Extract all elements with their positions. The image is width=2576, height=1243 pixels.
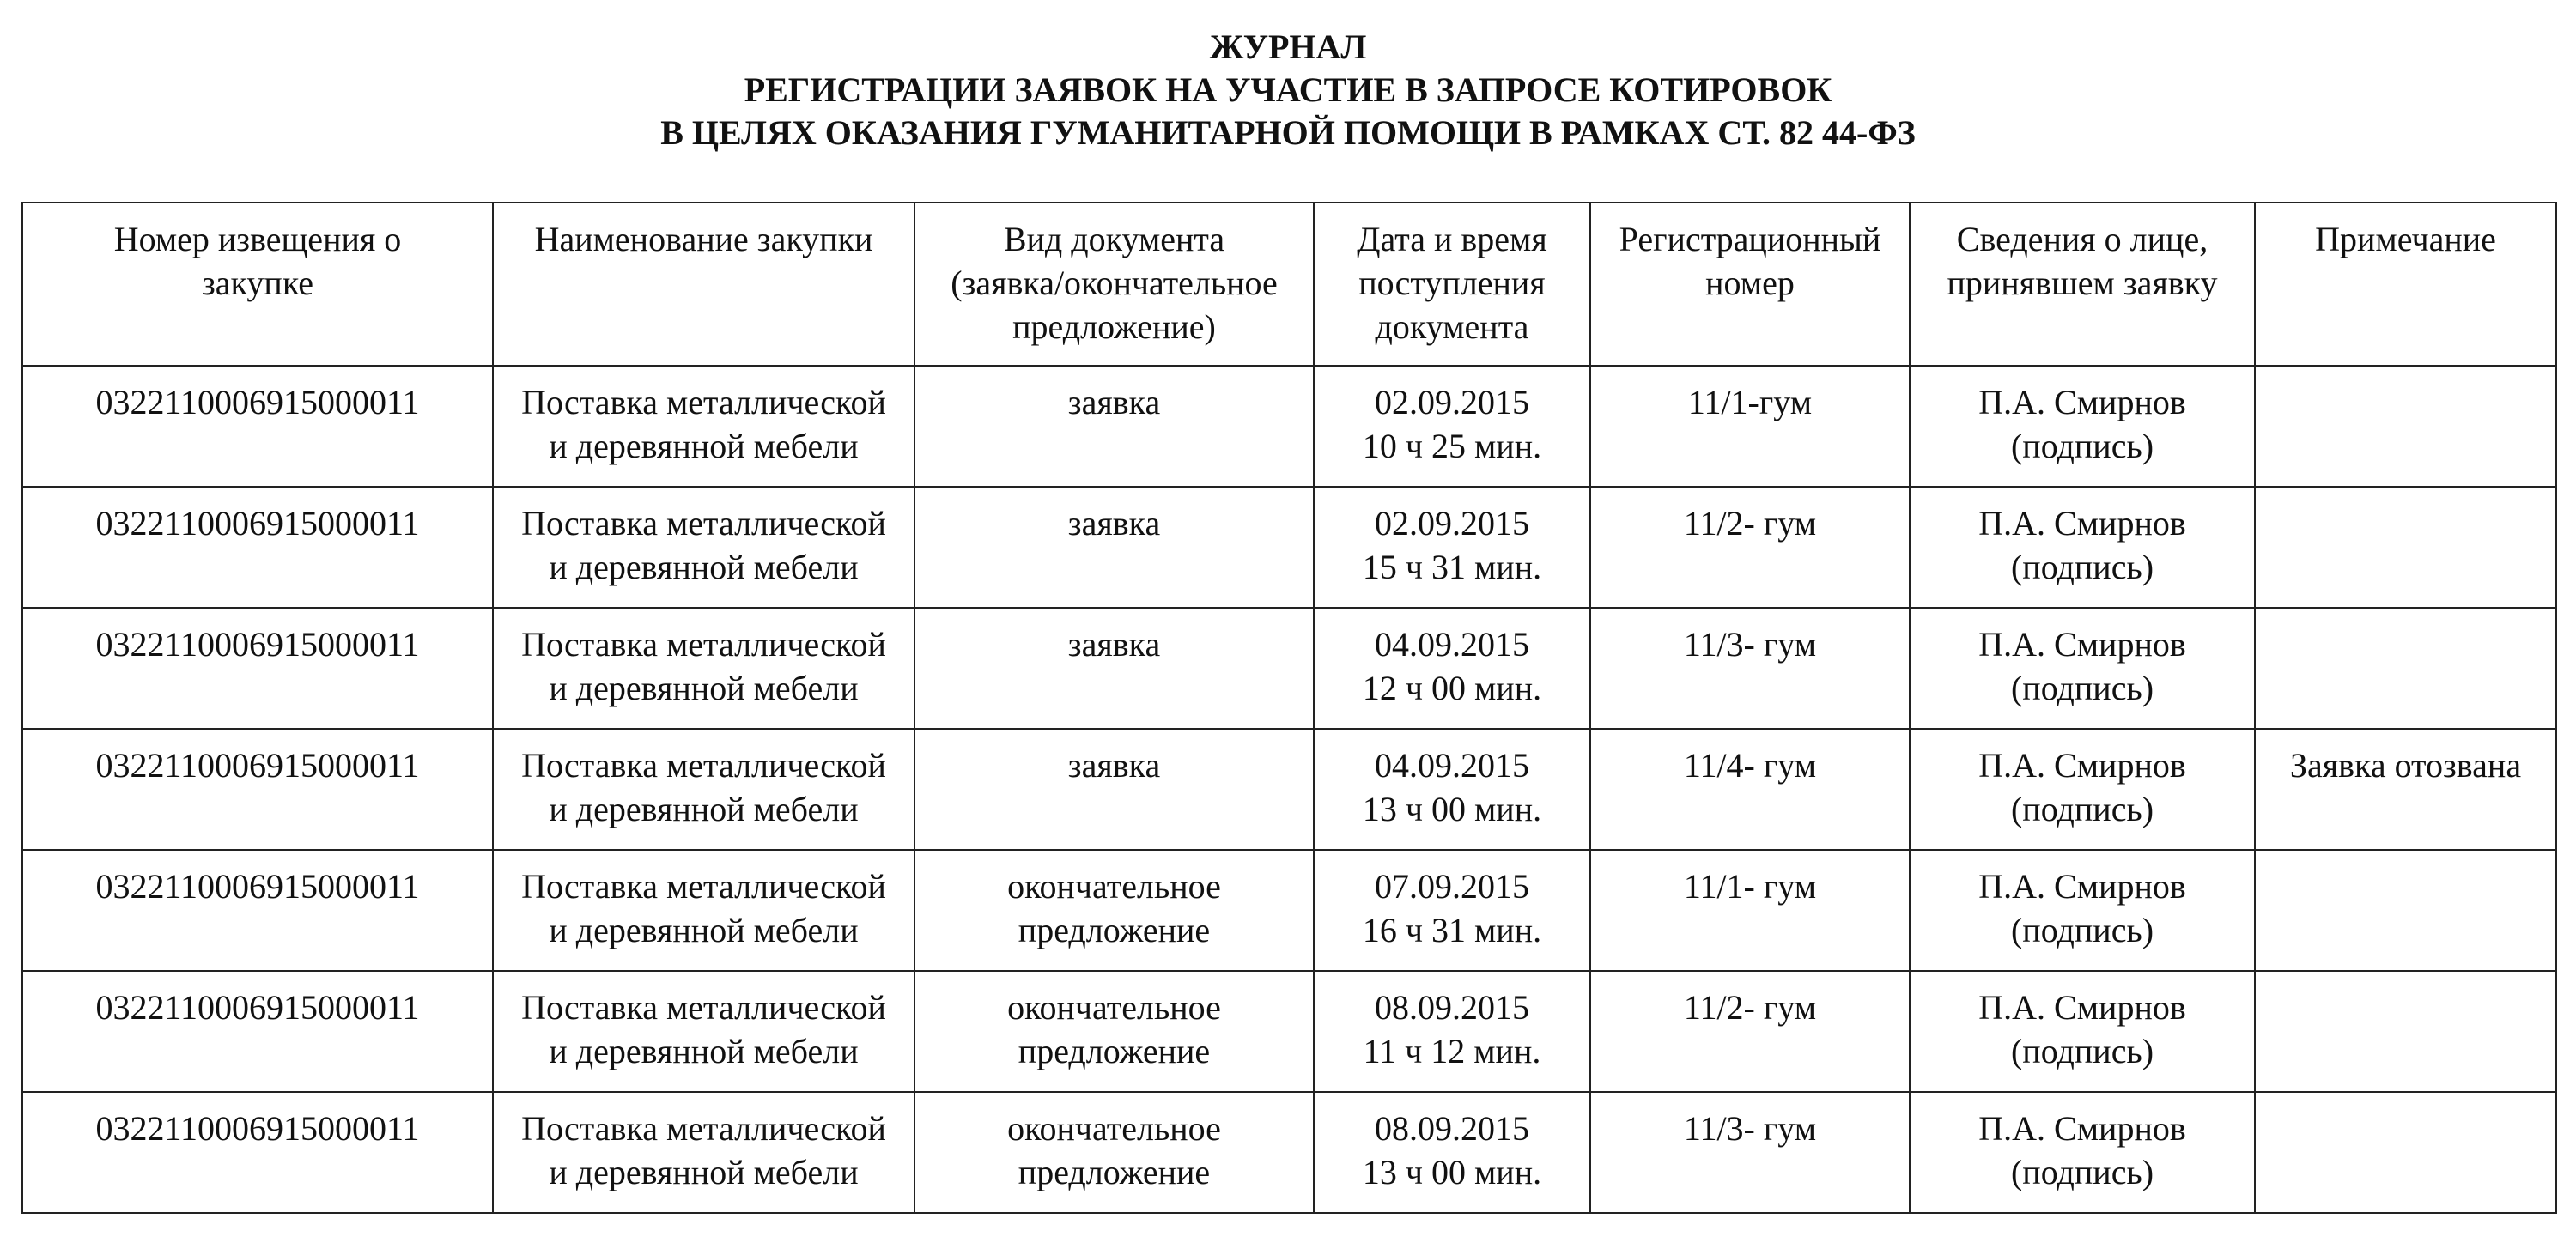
cell-date-time [1314,729,1590,850]
cell-text-line: 13 ч 00 мин. [1362,1153,1542,1191]
cell-date-time [1314,1092,1590,1213]
cell-text-line: окончательное [1007,1109,1221,1148]
cell-text: 0322110006915000011 [95,746,420,785]
cell-notice-number [22,1092,493,1213]
cell-date-time [1314,850,1590,971]
header-text-line: закупке [201,264,314,302]
cell-text-line: предложение [1018,911,1211,949]
cell-notice-number [22,608,493,729]
cell-text: 11/2- гум [1683,988,1817,1027]
header-document-type [914,203,1314,366]
cell-purchase-name [493,366,914,487]
cell-note [2255,850,2556,971]
cell-text-line: (подпись) [2010,911,2154,949]
cell-document-type [914,366,1314,487]
cell-text-line: П.А. Смирнов [1978,988,2186,1027]
cell-text-line: Поставка металлической [521,1109,886,1148]
cell-text-line: П.А. Смирнов [1978,746,2186,785]
table-row [22,608,2556,729]
cell-document-type [914,487,1314,608]
cell-notice-number [22,487,493,608]
cell-document-type [914,608,1314,729]
cell-purchase-name [493,850,914,971]
cell-notice-number [22,971,493,1092]
cell-text: 11/4- гум [1683,746,1817,785]
registration-journal-table [21,202,2557,1214]
table-row [22,366,2556,487]
cell-text: 0322110006915000011 [95,988,420,1027]
cell-text-line: Поставка металлической [521,383,886,421]
cell-text-line: (подпись) [2010,1032,2154,1070]
header-text-line: Сведения о лице, [1956,220,2208,258]
cell-text: 11/3- гум [1683,1109,1817,1148]
cell-date-time [1314,366,1590,487]
header-purchase-name [493,203,914,366]
cell-text-line: окончательное [1007,988,1221,1027]
cell-text-line: Поставка металлической [521,625,886,664]
cell-text-line: предложение [1018,1153,1211,1191]
cell-purchase-name [493,971,914,1092]
cell-text: 0322110006915000011 [95,383,420,421]
cell-purchase-name [493,487,914,608]
header-note [2255,203,2556,366]
title-line-1: ЖУРНАЛ [1209,27,1367,66]
cell-note [2255,729,2556,850]
cell-receiver [1910,487,2255,608]
cell-registration-number [1590,487,1910,608]
cell-notice-number [22,366,493,487]
cell-text-line: Поставка металлической [521,504,886,543]
header-text-line: номер [1705,264,1795,302]
cell-text: 11/2- гум [1683,504,1817,543]
cell-purchase-name [493,729,914,850]
cell-text-line: П.А. Смирнов [1978,504,2186,543]
header-text-line: предложение) [1012,307,1216,346]
cell-text-line: и деревянной мебели [549,427,859,465]
table-body [22,366,2556,1213]
cell-text-line: 11 ч 12 мин. [1363,1032,1541,1070]
cell-date-time [1314,971,1590,1092]
cell-text: 0322110006915000011 [95,625,420,664]
cell-text-line: 08.09.2015 [1375,1109,1529,1148]
header-text-line: Наименование закупки [534,220,873,258]
cell-text: 11/1-гум [1687,383,1813,421]
cell-text-line: окончательное [1007,867,1221,906]
cell-text-line: 07.09.2015 [1375,867,1529,906]
cell-text-line: (подпись) [2010,1153,2154,1191]
cell-text: 0322110006915000011 [95,1109,420,1148]
table-row [22,1092,2556,1213]
cell-text-line: 16 ч 31 мин. [1362,911,1542,949]
title-line-3: В ЦЕЛЯХ ОКАЗАНИЯ ГУМАНИТАРНОЙ ПОМОЩИ В РАМКАХ СТ. 82 44-ФЗ [660,113,1916,152]
cell-text-line: 04.09.2015 [1375,625,1529,664]
cell-text-line: (подпись) [2010,669,2154,707]
cell-text-line: 10 ч 25 мин. [1362,427,1542,465]
header-date-time [1314,203,1590,366]
cell-receiver [1910,366,2255,487]
table-row [22,729,2556,850]
cell-document-type [914,1092,1314,1213]
cell-text: 11/1- гум [1683,867,1817,906]
cell-date-time [1314,608,1590,729]
cell-text: 11/3- гум [1683,625,1817,664]
cell-document-type [914,729,1314,850]
header-text-line: Номер извещения о [113,220,402,258]
cell-receiver [1910,608,2255,729]
cell-receiver [1910,971,2255,1092]
cell-text-line: и деревянной мебели [549,1153,859,1191]
cell-text-line: заявка [1067,383,1161,421]
cell-text-line: (подпись) [2010,427,2154,465]
cell-text-line: 15 ч 31 мин. [1362,548,1542,586]
cell-text-line: Поставка металлической [521,746,886,785]
cell-text-line: заявка [1067,504,1161,543]
cell-registration-number [1590,729,1910,850]
cell-text-line: П.А. Смирнов [1978,1109,2186,1148]
cell-registration-number [1590,366,1910,487]
cell-text-line: Поставка металлической [521,988,886,1027]
cell-text: 0322110006915000011 [95,867,420,906]
cell-receiver [1910,850,2255,971]
table-row [22,850,2556,971]
table-row [22,971,2556,1092]
cell-text: 0322110006915000011 [95,504,420,543]
cell-text-line: предложение [1018,1032,1211,1070]
cell-notice-number [22,850,493,971]
header-text-line: (заявка/окончательное [951,264,1278,302]
header-text-line: принявшем заявку [1947,264,2218,302]
cell-note [2255,971,2556,1092]
header-registration-number [1590,203,1910,366]
cell-note [2255,366,2556,487]
title-line-2: РЕГИСТРАЦИИ ЗАЯВОК НА УЧАСТИЕ В ЗАПРОСЕ КОТИРОВОК [744,70,1832,109]
header-text-line: Примечание [2315,220,2496,258]
header-text-line: поступления [1358,264,1546,302]
cell-document-type [914,850,1314,971]
cell-text-line: и деревянной мебели [549,1032,859,1070]
cell-text-line: 13 ч 00 мин. [1362,790,1542,828]
cell-text-line: и деревянной мебели [549,548,859,586]
cell-text-line: заявка [1067,625,1161,664]
cell-purchase-name [493,1092,914,1213]
cell-text-line: Поставка металлической [521,867,886,906]
header-notice-number [22,203,493,366]
cell-registration-number [1590,971,1910,1092]
cell-text-line: заявка [1067,746,1161,785]
cell-text-line: 12 ч 00 мин. [1362,669,1542,707]
document-title [0,26,2576,155]
cell-text-line: П.А. Смирнов [1978,867,2186,906]
cell-document-type [914,971,1314,1092]
cell-text-line: (подпись) [2010,548,2154,586]
cell-notice-number [22,729,493,850]
cell-text: Заявка отозвана [2289,746,2522,785]
header-text-line: Регистрационный [1619,220,1881,258]
cell-text-line: и деревянной мебели [549,669,859,707]
cell-note [2255,487,2556,608]
header-text-line: Дата и время [1357,220,1547,258]
header-text-line: Вид документа [1003,220,1225,258]
table-row [22,487,2556,608]
cell-text-line: П.А. Смирнов [1978,383,2186,421]
cell-text-line: (подпись) [2010,790,2154,828]
cell-text-line: 04.09.2015 [1375,746,1529,785]
cell-receiver [1910,1092,2255,1213]
cell-text-line: 02.09.2015 [1375,383,1529,421]
cell-text-line: и деревянной мебели [549,790,859,828]
cell-text-line: 02.09.2015 [1375,504,1529,543]
cell-date-time [1314,487,1590,608]
cell-text-line: и деревянной мебели [549,911,859,949]
cell-text-line: П.А. Смирнов [1978,625,2186,664]
cell-purchase-name [493,608,914,729]
cell-note [2255,1092,2556,1213]
header-receiver [1910,203,2255,366]
header-text-line: документа [1375,307,1529,346]
cell-registration-number [1590,1092,1910,1213]
cell-registration-number [1590,850,1910,971]
table-header-row [22,203,2556,366]
cell-receiver [1910,729,2255,850]
cell-registration-number [1590,608,1910,729]
cell-text-line: 08.09.2015 [1375,988,1529,1027]
cell-note [2255,608,2556,729]
